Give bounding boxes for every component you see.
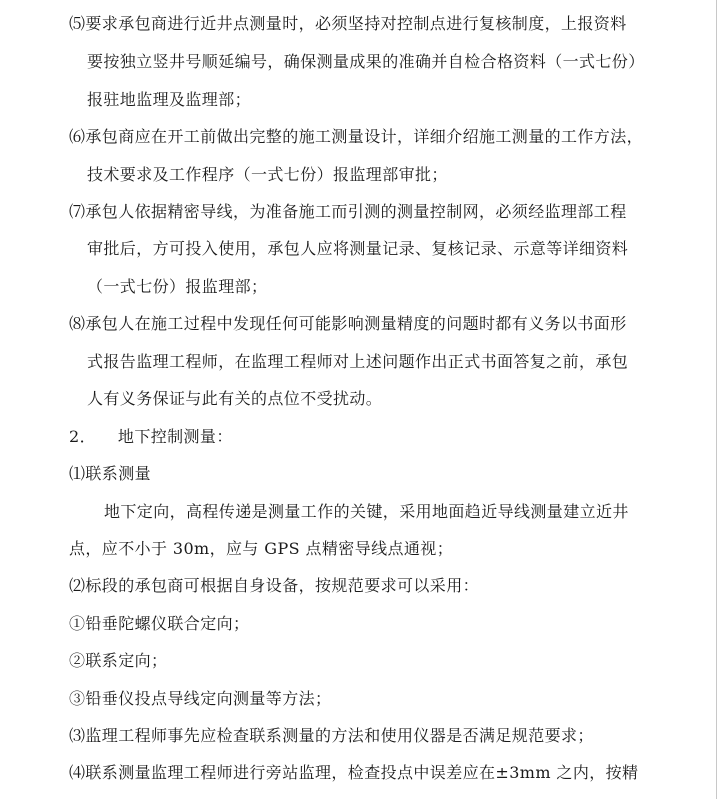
section-heading: 2． 地下控制测量： [69, 427, 233, 446]
page-border [716, 0, 717, 799]
text-line-5: 技术要求及工作程序（一式七份）报监理部审批； [87, 165, 448, 184]
text-line-8: （一式七份）报监理部； [87, 277, 268, 296]
text-line-2: 要按独立竖井号顺延编号，确保测量成果的准确并自检合格资料（一式七份） [87, 52, 645, 71]
text-line-13: ⑴联系测量 [69, 464, 152, 483]
text-line-9: ⑻承包人在施工过程中发现任何可能影响测量精度的问题时都有义务以书面形 [69, 314, 627, 333]
text-line-1: ⑸要求承包商进行近井点测量时，必须坚持对控制点进行复核制度，上报资料 [69, 14, 627, 33]
text-line-21: ⑷联系测量监理工程师进行旁站监理，检查投点中误差应在±3mm 之内，按精 [69, 763, 639, 782]
text-line-18: ②联系定向； [69, 651, 168, 670]
text-line-10: 式报告监理工程师，在监理工程师对上述问题作出正式书面答复之前，承包 [87, 352, 629, 371]
text-line-15: 点，应不小于 30m，应与 GPS 点精密导线点通视； [69, 539, 454, 558]
text-line-20: ⑶监理工程师事先应检查联系测量的方法和使用仪器是否满足规范要求； [69, 726, 594, 745]
text-line-7: 审批后，方可投入使用，承包人应将测量记录、复核记录、示意等详细资料 [87, 239, 629, 258]
text-line-17: ①铅垂陀螺仪联合定向； [69, 614, 250, 633]
text-line-3: 报驻地监理及监理部； [87, 90, 252, 109]
text-line-14: 地下定向，高程传递是测量工作的关键，采用地面趋近导线测量建立近井 [104, 502, 629, 521]
text-line-16: ⑵标段的承包商可根据自身设备，按规范要求可以采用： [69, 576, 480, 595]
text-line-6: ⑺承包人依据精密导线，为准备施工而引测的测量控制网，必须经监理部工程 [69, 202, 627, 221]
text-line-19: ③铅垂仪投点导线定向测量等方法； [69, 689, 332, 708]
text-line-4: ⑹承包商应在开工前做出完整的施工测量设计，详细介绍施工测量的工作方法， [69, 127, 644, 146]
text-line-11: 人有义务保证与此有关的点位不受扰动。 [87, 389, 383, 408]
